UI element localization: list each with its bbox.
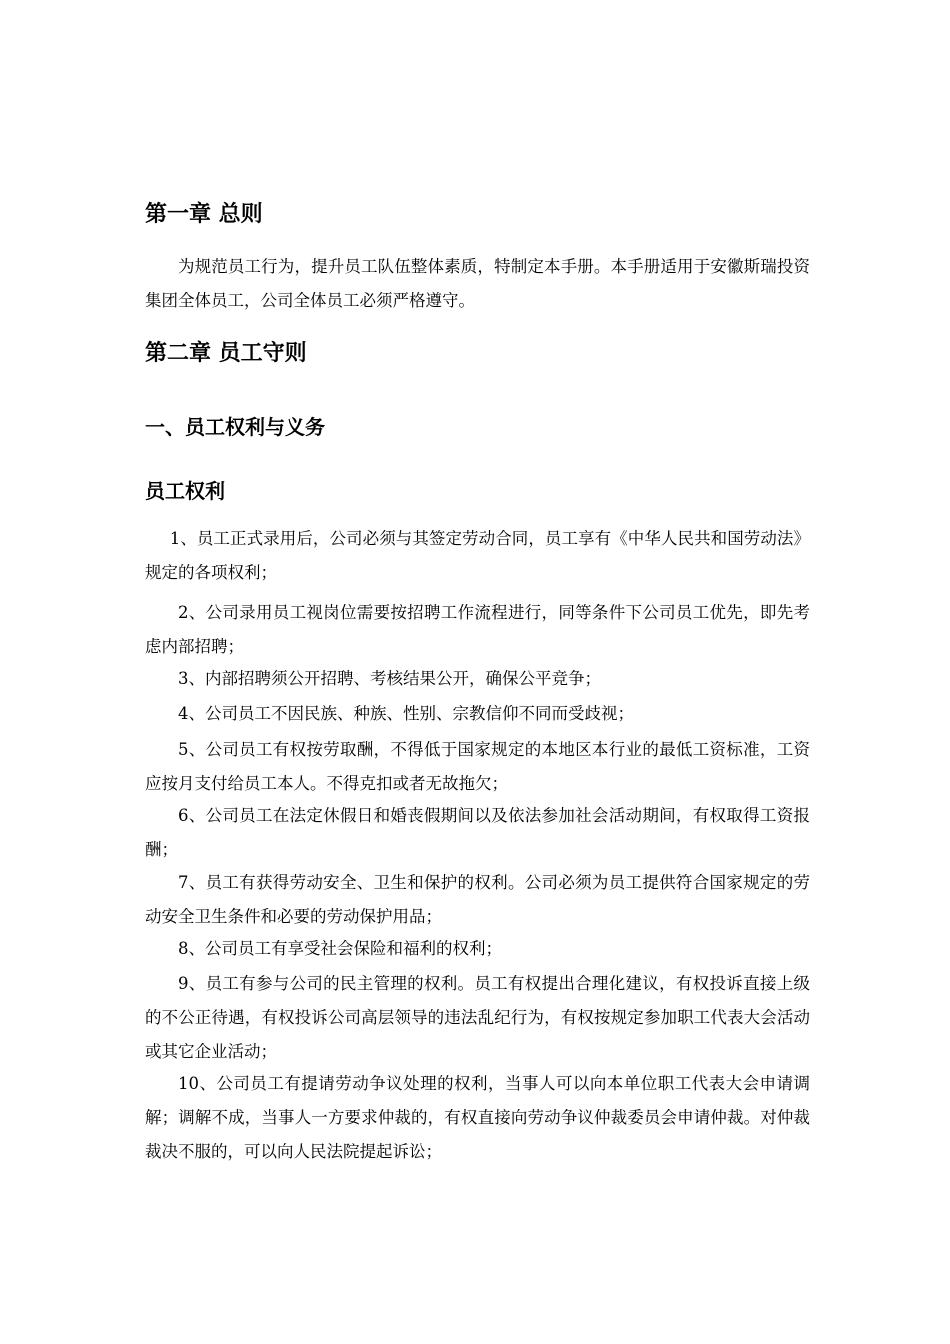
rights-item-7: 7、员工有获得劳动安全、卫生和保护的权利。公司必须为员工提供符合国家规定的劳动安全卫生条件和必要的劳动保护用品； — [145, 873, 810, 926]
rights-item-8: 8、公司员工有享受社会保险和福利的权利； — [178, 939, 502, 958]
section1-heading: 一、员工权利与义务 — [145, 415, 325, 439]
chapter1-paragraph: 为规范员工行为，提升员工队伍整体素质，特制定本手册。本手册适用于安徽斯瑞投资集团全体员工，公司全体员工必须严格遵守。 — [145, 257, 810, 310]
rights-item-1: 1、员工正式录用后，公司必须与其签定劳动合同，员工享有《中华人民共和国劳动法》规定的各项权利； — [145, 529, 810, 582]
rights-item-6: 6、公司员工在法定休假日和婚丧假期间以及依法参加社会活动期间，有权取得工资报酬； — [145, 806, 810, 859]
rights-item-10: 10、公司员工有提请劳动争议处理的权利，当事人可以向本单位职工代表大会申请调解；调解不成，当事人一方要求仲裁的，有权直接向劳动争议仲裁委员会申请仲裁。对仲裁裁决不服的，可以向人民法院提起诉讼； — [145, 1074, 810, 1161]
rights-item-4: 4、公司员工不因民族、种族、性别、宗教信仰不同而受歧视； — [178, 704, 634, 723]
chapter2-heading: 第二章 员工守则 — [145, 341, 307, 366]
rights-item-2: 2、公司录用员工视岗位需要按招聘工作流程进行，同等条件下公司员工优先，即先考虑内部招聘； — [145, 603, 810, 656]
rights-item-5: 5、公司员工有权按劳取酬，不得低于国家规定的本地区本行业的最低工资标准，工资应按月支付给员工本人。不得克扣或者无故拖欠； — [145, 740, 810, 793]
chapter1-heading: 第一章 总则 — [145, 202, 263, 227]
rights-item-9: 9、员工有参与公司的民主管理的权利。员工有权提出合理化建议，有权投诉直接上级的不公正待遇，有权投诉公司高层领导的违法乱纪行为，有权按规定参加职工代表大会活动或其它企业活动； — [145, 974, 810, 1061]
rights-item-3: 3、内部招聘须公开招聘、考核结果公开，确保公平竞争； — [178, 669, 601, 688]
rights-heading: 员工权利 — [145, 479, 225, 503]
